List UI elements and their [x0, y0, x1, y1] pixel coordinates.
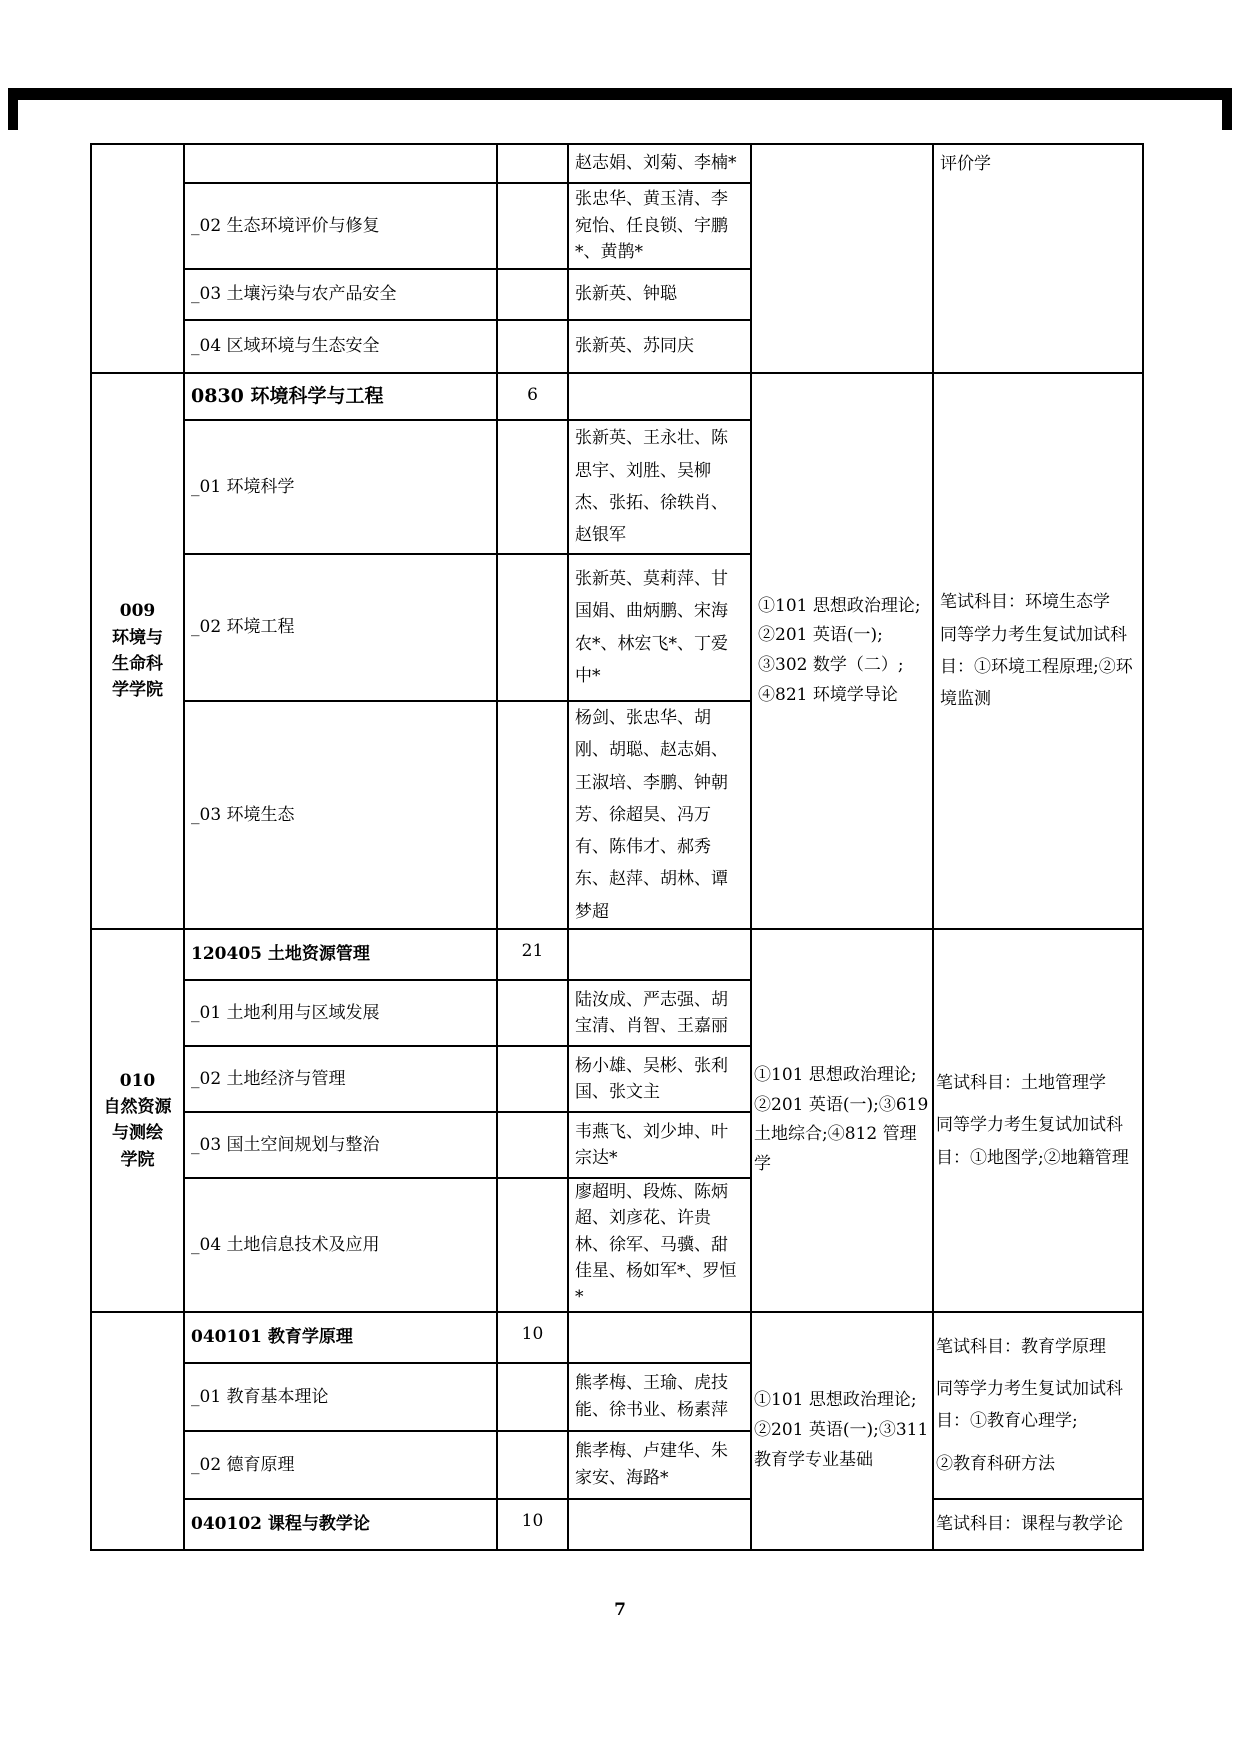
direction-cell: _02 环境工程	[184, 554, 497, 701]
direction-cell: _02 土地经济与管理	[184, 1046, 497, 1112]
school-name-line: 自然资源	[103, 1097, 172, 1118]
direction-cell: _02 德育原理	[184, 1431, 497, 1499]
quota-value: 21	[497, 929, 568, 980]
school-name-line: 环境与	[112, 627, 163, 648]
table-row	[91, 144, 1143, 183]
tutors-cell	[568, 929, 751, 980]
tutors-cell: 张新英、苏同庆	[568, 320, 751, 373]
direction-cell	[184, 144, 497, 183]
school-name-line: 学学院	[112, 680, 163, 701]
exam-subjects	[751, 373, 933, 929]
school-cell-blank	[91, 144, 184, 373]
major-title: 0830 环境科学与工程	[184, 373, 497, 420]
school-code: 009	[119, 601, 156, 622]
major-title: 120405 土地资源管理	[184, 929, 497, 980]
direction-cell: _04 土地信息技术及应用	[184, 1178, 497, 1312]
note-line: 笔试科目：教育学原理	[936, 1336, 1106, 1357]
note-line: 笔试科目：环境生态学	[940, 592, 1110, 613]
quota-cell	[497, 183, 568, 269]
quota-cell	[497, 1178, 568, 1312]
tutors-cell: 廖超明、段炼、陈炳超、刘彦花、许贵林、徐军、马骥、甜佳星、杨如军*、罗恒*	[568, 1178, 751, 1312]
tutors-cell: 张新英、王永壮、陈思宇、刘胜、吴柳杰、张拓、徐轶肖、赵银军	[568, 420, 751, 554]
tutors-cell: 杨小雄、吴彬、张利国、张文主	[568, 1046, 751, 1112]
direction-cell: _01 教育基本理论	[184, 1363, 497, 1431]
quota-cell	[497, 420, 568, 554]
quota-cell	[497, 1363, 568, 1431]
exam-line: ①101 思想政治理论;②201 英语(一);	[758, 595, 921, 646]
note-cell	[933, 929, 1143, 1312]
tutors-cell: 杨剑、张忠华、胡刚、胡聪、赵志娟、王淑培、李鹏、钟朝芳、徐超昊、冯万有、陈伟才、郝秀东、赵萍、胡林、谭梦超	[568, 701, 751, 929]
tutors-cell: 陆汝成、严志强、胡宝清、肖智、王嘉丽	[568, 980, 751, 1046]
school-cell	[91, 929, 184, 1312]
note-cell	[933, 373, 1143, 929]
note-cell	[933, 1312, 1143, 1499]
major-title: 040101 教育学原理	[184, 1312, 497, 1363]
admissions-table	[90, 143, 1144, 1551]
quota-cell	[497, 144, 568, 183]
major-row	[91, 1499, 1143, 1550]
note-line: 同等学力考生复试加试科目：①环境工程原理;②环境监测	[940, 624, 1133, 710]
direction-cell: _01 环境科学	[184, 420, 497, 554]
quota-value: 6	[497, 373, 568, 420]
direction-cell: _03 土壤污染与农产品安全	[184, 269, 497, 320]
tutors-cell: 张忠华、黄玉清、李宛怡、任良锁、宇鹏*、黄鹊*	[568, 183, 751, 269]
quota-cell	[497, 701, 568, 929]
tutors-cell	[568, 1312, 751, 1363]
quota-cell	[497, 554, 568, 701]
direction-cell: _04 区域环境与生态安全	[184, 320, 497, 373]
direction-cell: _01 土地利用与区域发展	[184, 980, 497, 1046]
quota-cell	[497, 1431, 568, 1499]
major-row	[91, 1312, 1143, 1363]
header-rule	[8, 88, 1232, 100]
quota-cell	[497, 980, 568, 1046]
header-rule-right-tick	[1222, 88, 1232, 130]
tutors-cell: 韦燕飞、刘少坤、叶宗达*	[568, 1112, 751, 1178]
exam-line: ③302 数学（二）;	[758, 655, 904, 676]
note-cell: 笔试科目：课程与教学论	[933, 1499, 1143, 1550]
direction-cell: _02 生态环境评价与修复	[184, 183, 497, 269]
school-cell-blank	[91, 1312, 184, 1550]
tutors-cell	[568, 1499, 751, 1550]
direction-cell: _03 环境生态	[184, 701, 497, 929]
quota-value: 10	[497, 1312, 568, 1363]
note-cell: 评价学	[933, 144, 1143, 373]
page-number: 7	[614, 1600, 626, 1620]
quota-value: 10	[497, 1499, 568, 1550]
school-code: 010	[119, 1070, 156, 1091]
tutors-cell: 赵志娟、刘菊、李楠*	[568, 144, 751, 183]
tutors-cell: 熊孝梅、王瑜、虎技能、徐书业、杨素萍	[568, 1363, 751, 1431]
school-name-line: 生命科	[112, 654, 163, 675]
quota-cell	[497, 1046, 568, 1112]
major-title: 040102 课程与教学论	[184, 1499, 497, 1550]
school-name-line: 与测绘	[112, 1123, 163, 1144]
note-line: 同等学力考生复试加试科目：①教育心理学;	[936, 1379, 1123, 1432]
school-cell	[91, 373, 184, 929]
tutors-cell	[568, 373, 751, 420]
school-name-line: 学院	[120, 1149, 155, 1170]
quota-cell	[497, 1112, 568, 1178]
major-row	[91, 373, 1143, 420]
tutors-cell: 张新英、莫莉萍、甘国娟、曲炳鹏、宋海农*、林宏飞*、丁爱中*	[568, 554, 751, 701]
exam-line: ④821 环境学导论	[758, 684, 898, 705]
tutors-cell: 张新英、钟聪	[568, 269, 751, 320]
note-line: ②教育科研方法	[936, 1453, 1055, 1474]
note-line: 笔试科目：土地管理学	[936, 1072, 1106, 1093]
major-row	[91, 929, 1143, 980]
exam-subjects: ①101 思想政治理论;②201 英语(一);③619 土地综合;④812 管理学	[751, 929, 933, 1312]
quota-cell	[497, 269, 568, 320]
direction-cell: _03 国土空间规划与整治	[184, 1112, 497, 1178]
quota-cell	[497, 320, 568, 373]
exam-cell-blank	[751, 144, 933, 373]
note-line: 同等学力考生复试加试科目：①地图学;②地籍管理	[936, 1115, 1129, 1168]
exam-subjects: ①101 思想政治理论;②201 英语(一);③311 教育学专业基础	[751, 1312, 933, 1550]
header-rule-left-tick	[8, 88, 18, 130]
tutors-cell: 熊孝梅、卢建华、朱家安、海路*	[568, 1431, 751, 1499]
